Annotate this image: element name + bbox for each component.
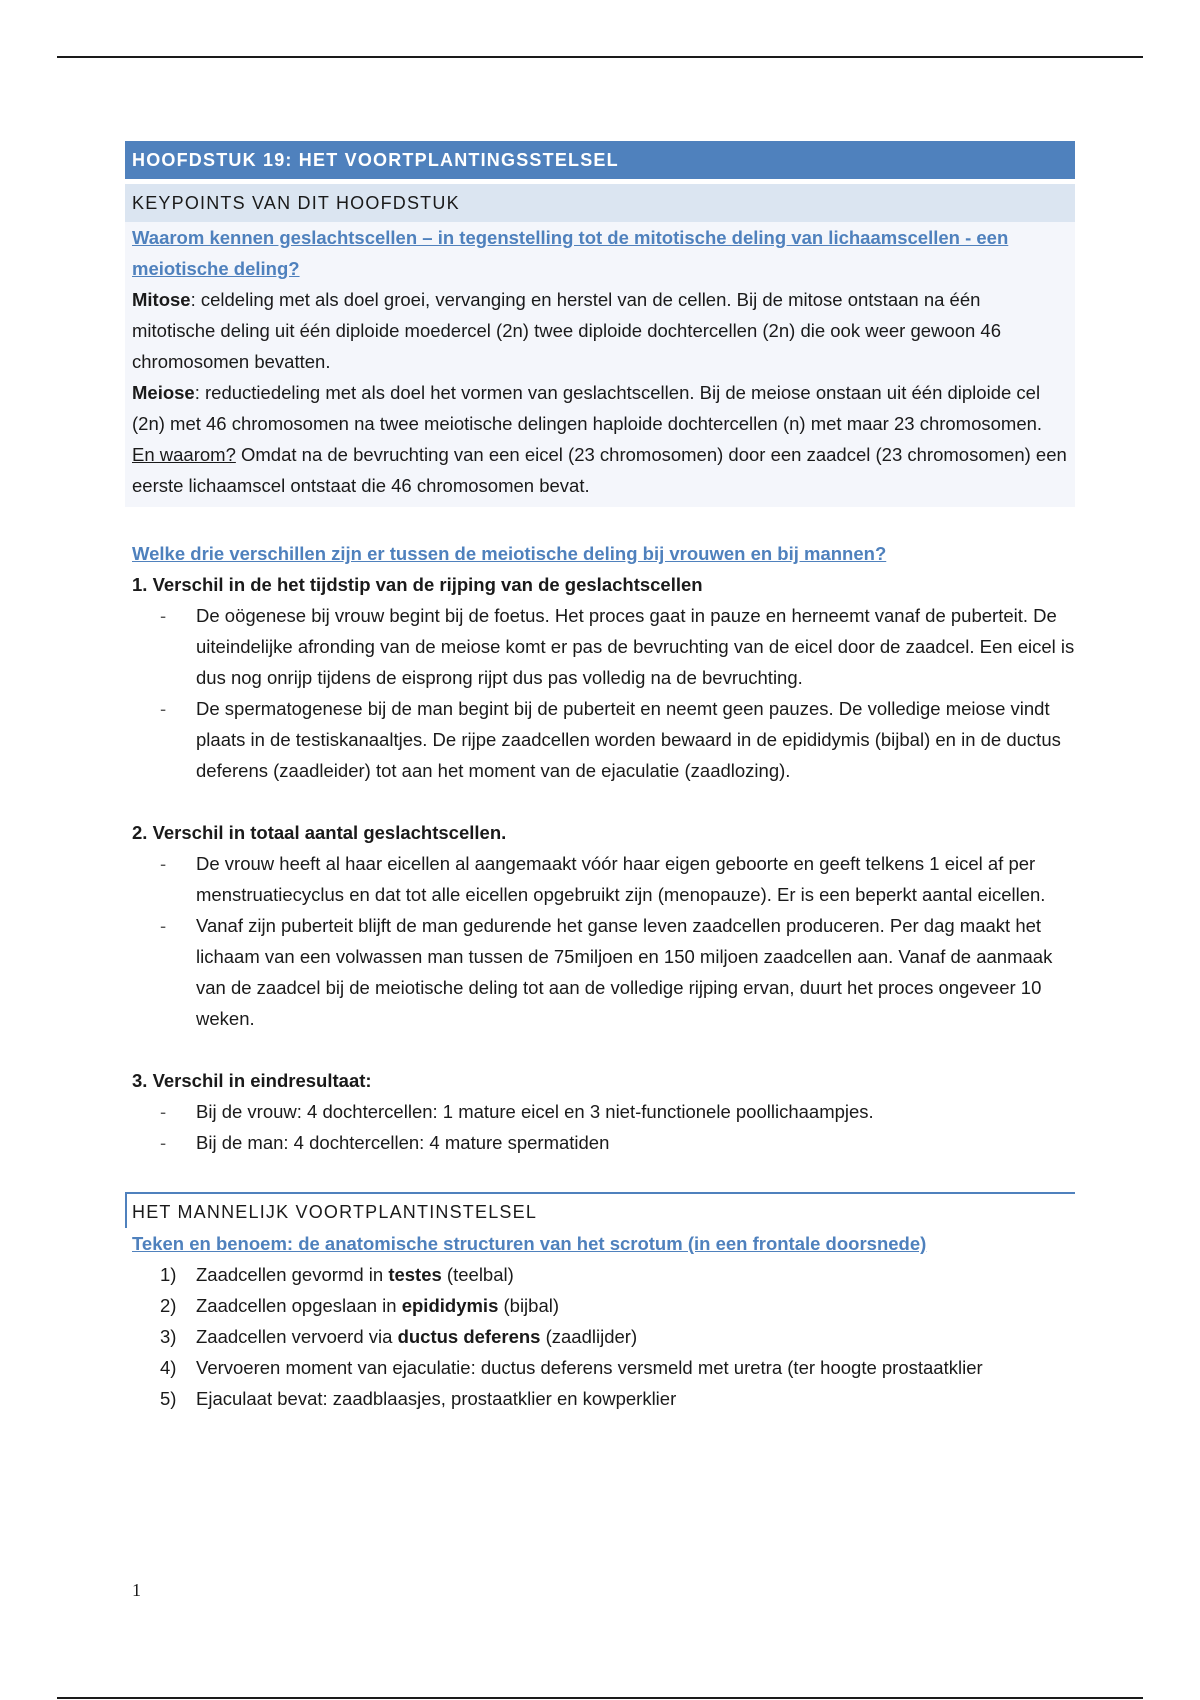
page-content	[125, 141, 1075, 1414]
waarom-label: En waarom?	[132, 444, 236, 465]
list-item: - De vrouw heeft al haar eicellen al aangemaakt vóór haar eigen geboorte en geeft telkens 1 eicel af per menstruatiecyclus en dat tot alle eicellen opgebruikt zijn (menopauze). Er is een beperkt aantal eicellen.	[196, 848, 1075, 910]
mitose-paragraph	[132, 284, 1068, 377]
keypoints-heading: KEYPOINTS VAN DIT HOOFDSTUK	[125, 184, 1075, 222]
male-section-question: Teken en benoem: de anatomische structuren van het scrotum (in een frontale doorsnede)	[132, 1233, 927, 1254]
list-item: - Bij de vrouw: 4 dochtercellen: 1 mature eicel en 3 niet-functionele poollichaampjes.	[196, 1096, 1075, 1127]
diff3-title: 3. Verschil in eindresultaat:	[132, 1070, 372, 1091]
list-item: 1) Zaadcellen gevormd in testes (teelbal)	[160, 1264, 514, 1285]
meiose-paragraph	[132, 377, 1068, 439]
footer-rule	[57, 1697, 1143, 1699]
mitose-term: Mitose	[132, 289, 191, 310]
mitose-text: : celdeling met als doel groei, vervanging en herstel van de cellen. Bij de mitose ontstaan na één mitotische deling uit één diploide moedercel (2n) twee diploide dochtercellen (2n) die ook weer gewoon 46 chromosomen bevatten.	[132, 289, 1001, 372]
q1-question: Waarom kennen geslachtscellen – in tegenstelling tot de mitotische deling van lichaamscellen - een meiotische deling?	[132, 227, 1009, 279]
page-number: 1	[132, 1580, 141, 1600]
diff1-list	[125, 600, 1075, 786]
scrotum-structures-list	[125, 1259, 1075, 1414]
list-item: - De oögenese bij vrouw begint bij de foetus. Het proces gaat in pauze en herneemt vanaf de puberteit. De uiteindelijke afronding van de meiose komt er pas de bevruchting van de eicel door de zaadcel. Een eicel is dus nog onrijp tijdens de eisprong rijpt dus pas volledig na de bevruchting.	[196, 600, 1075, 693]
q2-question: Welke drie verschillen zijn er tussen de meiotische deling bij vrouwen en bij mannen?	[132, 543, 887, 564]
diff2-list	[125, 848, 1075, 1034]
list-item: - Bij de man: 4 dochtercellen: 4 mature spermatiden	[196, 1127, 1075, 1158]
list-item: 2) Zaadcellen opgeslaan in epididymis (bijbal)	[160, 1295, 560, 1316]
q1-block	[125, 222, 1075, 507]
waarom-paragraph	[132, 439, 1068, 501]
diff2-title: 2. Verschil in totaal aantal geslachtscellen.	[132, 822, 507, 843]
list-item: - Vanaf zijn puberteit blijft de man gedurende het ganse leven zaadcellen produceren. Per dag maakt het lichaam van een volwassen man tussen de 75miljoen en 150 miljoen zaadcellen aan. Vanaf de aanmaak van de zaadcel bij de meiotische deling tot aan de volledige rijping ervan, duurt het proces ongeveer 10 weken.	[196, 910, 1075, 1034]
chapter-title: HOOFDSTUK 19: HET VOORTPLANTINGSSTELSEL	[125, 141, 1075, 179]
header-rule	[57, 56, 1143, 58]
male-section-title: HET MANNELIJK VOORTPLANTINSTELSEL	[125, 1192, 1075, 1228]
meiose-text: : reductiedeling met als doel het vormen van geslachtscellen. Bij de meiose onstaan uit één diploide cel (2n) met 46 chromosomen na twee meiotische delingen haploide dochtercellen (n) met maar 23 chromosomen.	[132, 382, 1043, 434]
diff3-list	[125, 1096, 1075, 1158]
list-item: 3) Zaadcellen vervoerd via ductus deferens (zaadlijder)	[160, 1326, 638, 1347]
waarom-text: Omdat na de bevruchting van een eicel (23 chromosomen) door een zaadcel (23 chromosomen) een eerste lichaamscel ontstaat die 46 chromosomen bevat.	[132, 444, 1067, 496]
meiose-term: Meiose	[132, 382, 195, 403]
list-item: 5) Ejaculaat bevat: zaadblaasjes, prostaatklier en kowperklier	[160, 1388, 677, 1409]
list-item: 4) Vervoeren moment van ejaculatie: ductus deferens versmeld met uretra (ter hoogte prostaatklier	[160, 1357, 983, 1378]
diff1-title: 1. Verschil in de het tijdstip van de rijping van de geslachtscellen	[132, 574, 703, 595]
list-item: - De spermatogenese bij de man begint bij de puberteit en neemt geen pauzes. De volledige meiose vindt plaats in de testiskanaaltjes. De rijpe zaadcellen worden bewaard in de epididymis (bijbal) en in de ductus deferens (zaadleider) tot aan het moment van de ejaculatie (zaadlozing).	[196, 693, 1075, 786]
